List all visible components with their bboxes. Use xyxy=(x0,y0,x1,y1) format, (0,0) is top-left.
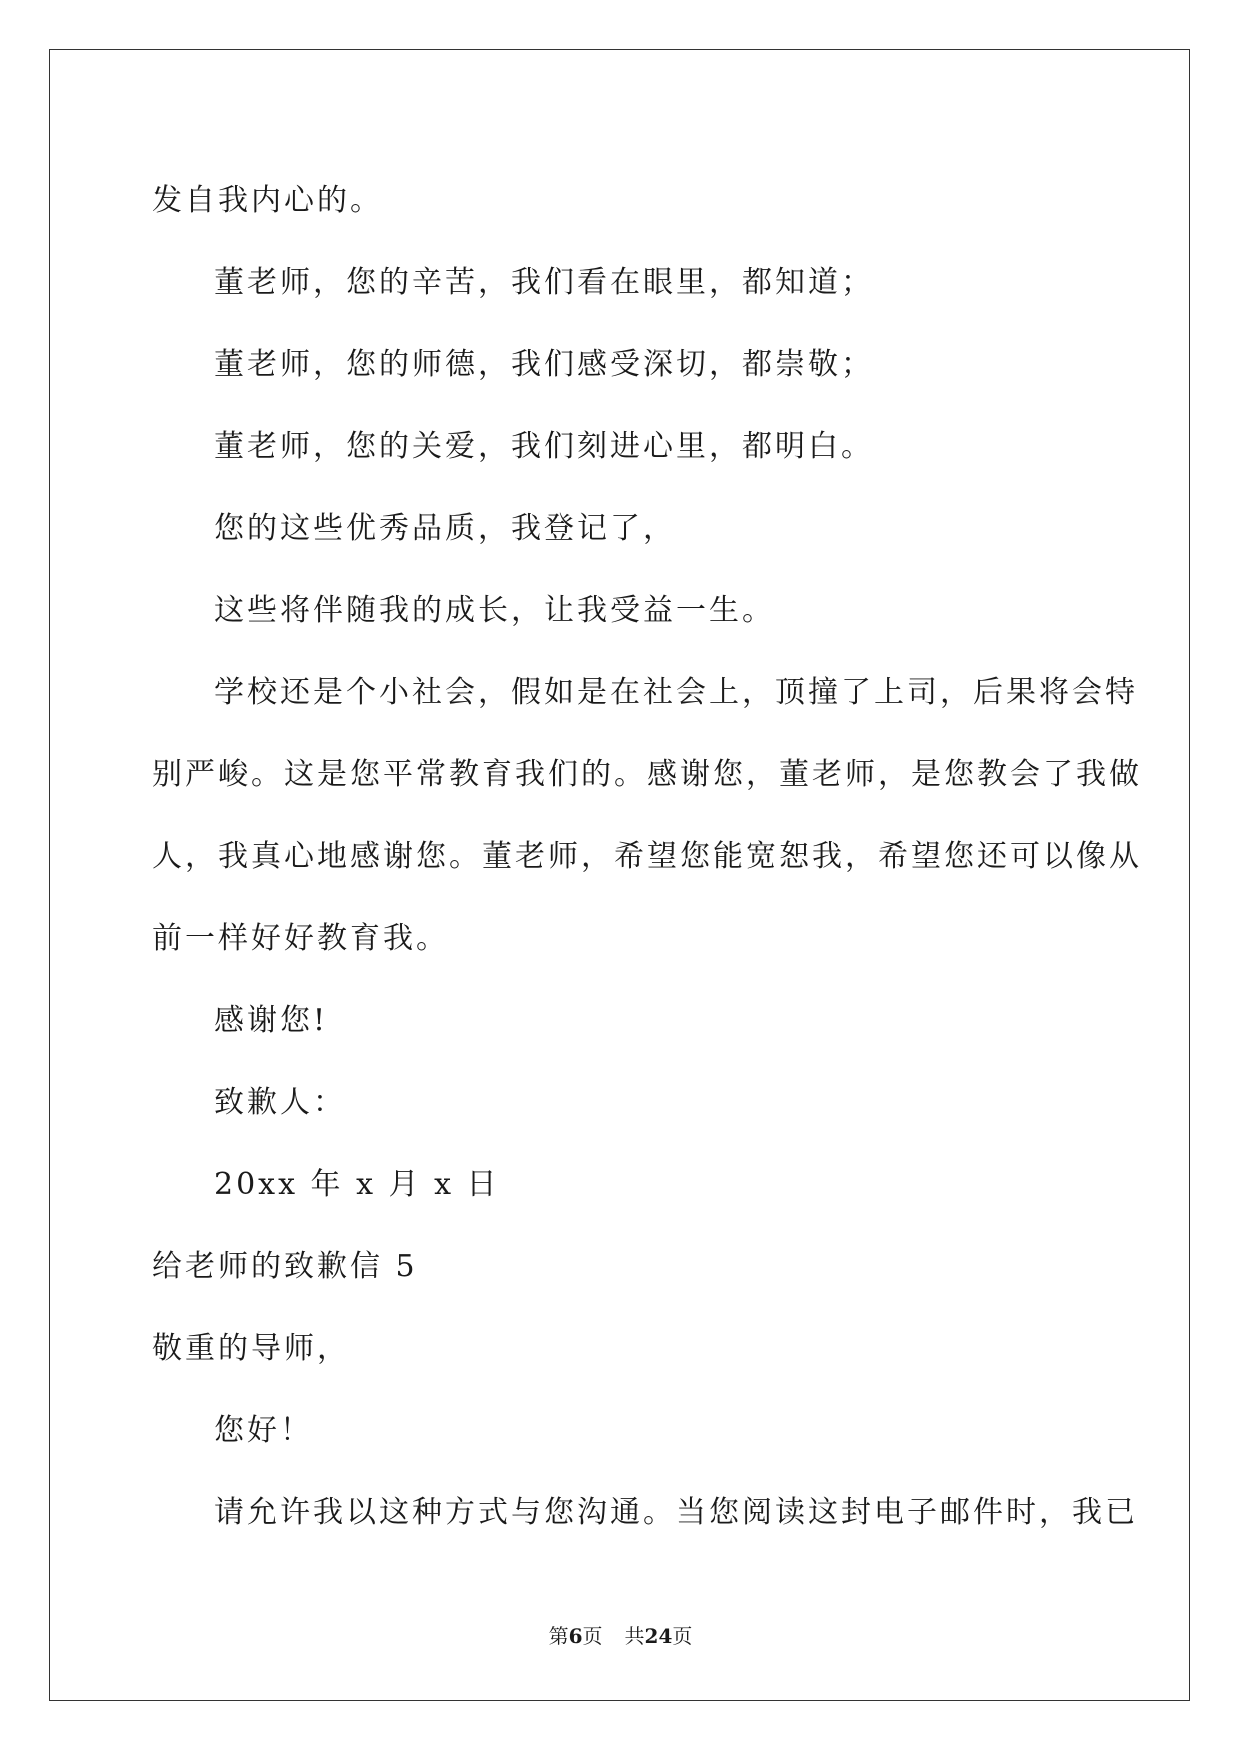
footer-total-prefix: 共 xyxy=(624,1624,645,1648)
text-line: 董老师，您的关爱，我们刻进心里，都明白。 xyxy=(214,429,874,464)
section-heading: 给老师的致歉信 5 xyxy=(152,1249,418,1284)
text-line: 人，我真心地感谢您。董老师，希望您能宽恕我，希望您还可以像从 xyxy=(152,839,1142,874)
date-line: 20xx 年 x 月 x 日 xyxy=(214,1167,500,1202)
text-line: 请允许我以这种方式与您沟通。当您阅读这封电子邮件时，我已 xyxy=(214,1495,1138,1530)
document-body xyxy=(152,160,1142,1554)
text-line: 学校还是个小社会，假如是在社会上，顶撞了上司，后果将会特 xyxy=(214,675,1138,710)
text-line: 董老师，您的辛苦，我们看在眼里，都知道； xyxy=(214,265,874,300)
footer-total-pages: 24 xyxy=(644,1624,673,1648)
footer-page-number: 6 xyxy=(568,1624,583,1648)
text-line: 这些将伴随我的成长，让我受益一生。 xyxy=(214,593,775,628)
text-line: 董老师，您的师德，我们感受深切，都崇敬； xyxy=(214,347,874,382)
text-line: 致歉人： xyxy=(214,1085,346,1120)
page-footer xyxy=(0,1620,1241,1649)
footer-page-suffix: 页 xyxy=(582,1624,603,1648)
footer-page-prefix: 第 xyxy=(548,1624,569,1648)
text-line: 别严峻。这是您平常教育我们的。感谢您，董老师，是您教会了我做 xyxy=(152,757,1142,792)
text-line: 发自我内心的。 xyxy=(152,183,383,218)
salutation: 敬重的导师， xyxy=(152,1331,350,1366)
text-line: 感谢您! xyxy=(214,1003,329,1038)
text-line: 您的这些优秀品质，我登记了， xyxy=(214,511,676,546)
greeting: 您好！ xyxy=(214,1413,313,1448)
footer-total-suffix: 页 xyxy=(672,1624,693,1648)
text-line: 前一样好好教育我。 xyxy=(152,921,449,956)
